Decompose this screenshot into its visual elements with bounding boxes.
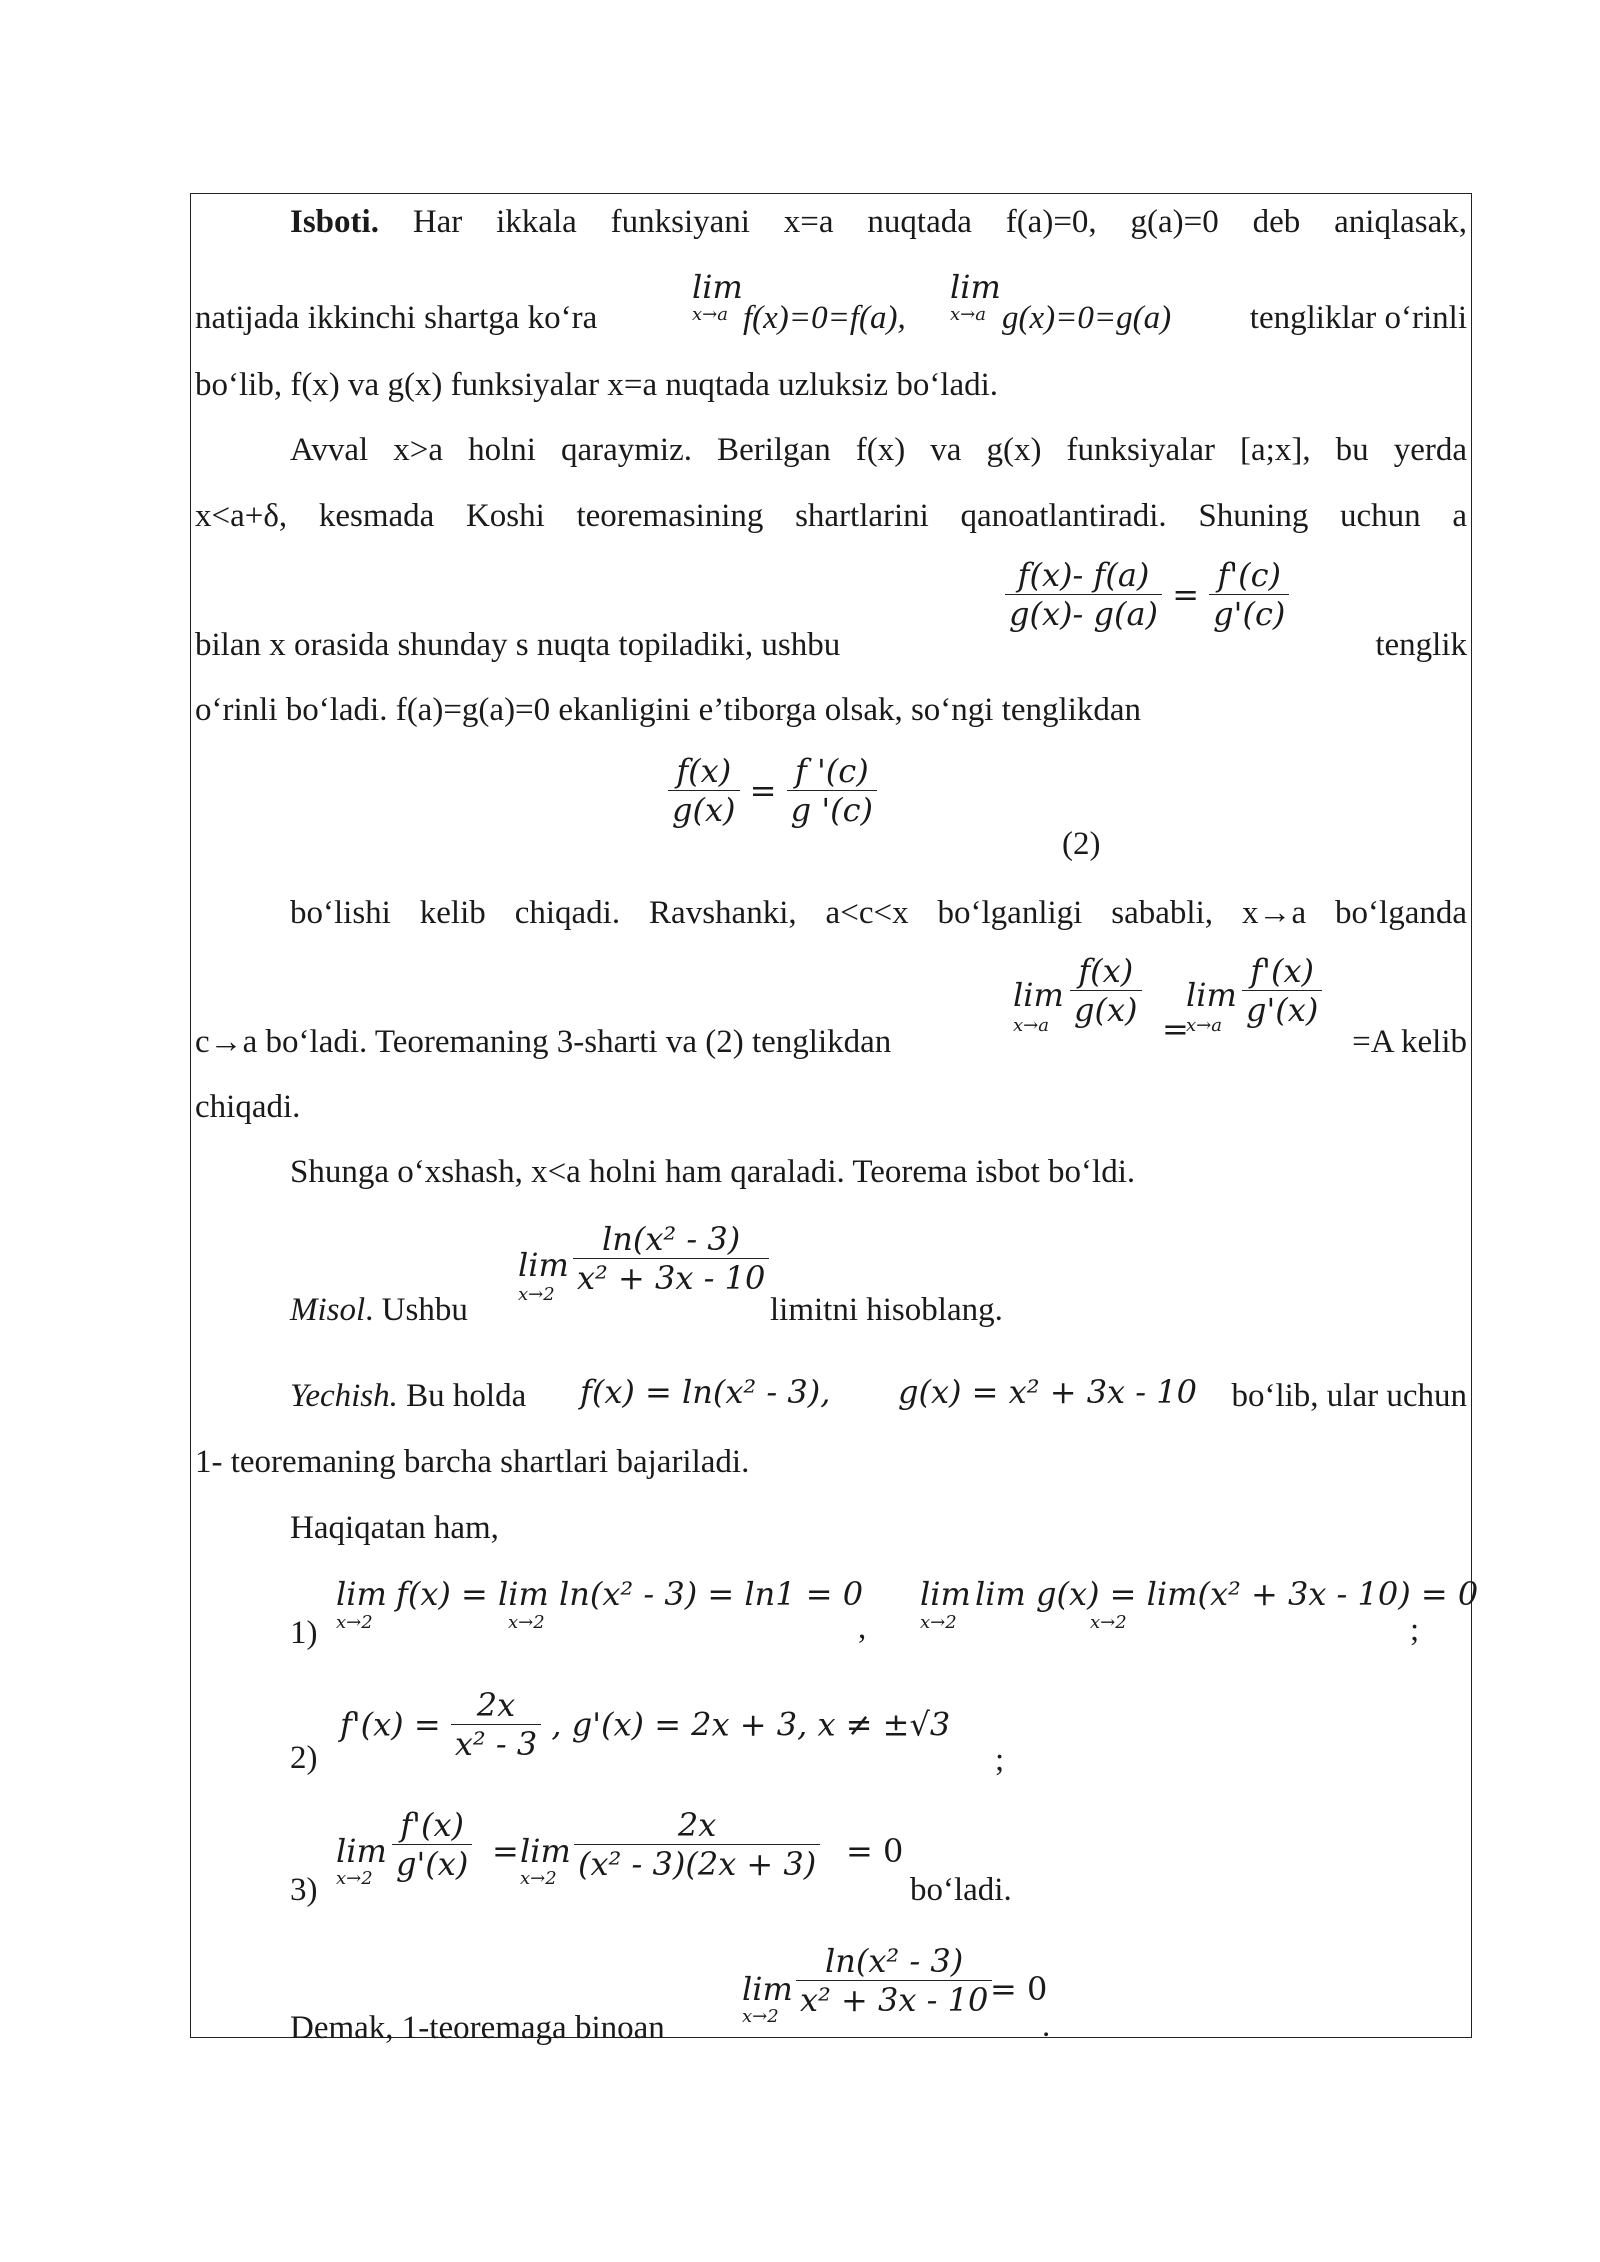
p1-line2-start: natijada ikkinchi shartga ko‘ra — [195, 300, 598, 336]
lim-expr-1: f(x)=0=f(a), — [743, 300, 906, 336]
item-3-word: bo‘ladi. — [910, 1872, 1012, 1908]
conclusion-line: Demak, 1-teoremaga binoan — [290, 2010, 665, 2046]
p3-line2-end: =A kelib — [1352, 1024, 1467, 1060]
example-label: Misol — [290, 1292, 366, 1328]
lim-sub-4: x→a — [1186, 1015, 1222, 1036]
lim-label-3: lim — [1013, 976, 1064, 1014]
p3-line2-start: c→a bo‘ladi. Teoremaning 3-sharti va (2) tenglikdan — [195, 1024, 892, 1060]
lim-label-10: lim — [336, 1832, 387, 1870]
p2-line3-end: tenglik — [1375, 627, 1467, 663]
equation-2: $\frac{f(x)}{g(x)}$ = $\frac{f '(c)}{g '(c)}$ — [668, 752, 877, 829]
item-1-expr-a: f(x) = lim ln(x² - 3) = ln1 = 0 — [396, 1575, 864, 1613]
solution-line2: 1- teoremaning barcha shartlari bajariladi. — [195, 1444, 750, 1480]
lim-sub-1: x→a — [692, 304, 728, 325]
item-2-expr: f'(x) = $\frac{2x}{\text{x² - 3}}$ , g'(x) = 2x + 3, x ≠ ±√3 — [340, 1686, 951, 1763]
lim-label-12: lim — [742, 1970, 793, 2008]
solution-f: f(x) = ln(x² - 3), — [580, 1373, 831, 1411]
conclusion-fraction: $\frac{\text{ln(x² - 3)}}{\text{x² + 3x - 10}}$ — [796, 1942, 992, 2019]
p3-line1: bo‘lishi kelib chiqadi. Ravshanki, a<c<x bo‘lganligi sababli, x→a bo‘lganda — [290, 895, 1467, 931]
lim-sub-6: x→2 — [336, 1612, 373, 1633]
lim-label-2: lim — [950, 268, 1001, 306]
equals-3: = — [492, 1832, 519, 1870]
lim-sub-12: x→2 — [742, 2006, 779, 2027]
item-2-number: 2) — [290, 1740, 318, 1776]
lim-sub-9: x→2 — [1090, 1612, 1127, 1633]
lim-label-5: lim — [518, 1246, 569, 1284]
lim-sub-5: x→2 — [518, 1284, 555, 1305]
conclusion-tail: = 0 — [990, 1970, 1048, 2008]
lim-sub-7: x→2 — [508, 1612, 545, 1633]
solution-g: g(x) = x² + 3x - 10 — [898, 1373, 1197, 1411]
conclusion-period: . — [1042, 2008, 1051, 2044]
lim-frac-left: $\frac{f(x)}{g(x)}$ — [1070, 952, 1142, 1029]
lim-label-8: lim — [920, 1575, 971, 1613]
equals-sign: = — [1162, 1010, 1189, 1048]
lim-sub-10: x→2 — [336, 1868, 373, 1889]
cauchy-equation: $\frac{f(x)- f(a)}{g(x)- g(a)}$ = $\frac{f'(c)}{g'(c)}$ — [1005, 556, 1289, 633]
p2-line3 — [195, 625, 1467, 665]
example-fraction: $\frac{\text{ln(x² - 3)}}{\text{x² + 3x - 10}}$ — [573, 1220, 769, 1297]
example-line: Misol. Ushbu limitni hisoblang. — [290, 1292, 1003, 1328]
lim-label-6: lim — [336, 1575, 387, 1613]
item-3-frac-2: $\frac{2x}{\text{(x² - 3)(2x + 3)}}$ — [574, 1806, 820, 1883]
semicolon-1: ; — [1410, 1612, 1420, 1648]
example-tail: limitni hisoblang. — [770, 1292, 1003, 1328]
p4: Shunga o‘xshash, x<a holni ham qaraladi. Teorema isbot bo‘ldi. — [290, 1154, 1136, 1190]
item-1-expr-b: lim g(x) = lim(x² + 3x - 10) = 0 — [975, 1575, 1479, 1613]
solution-line: Yechish. Bu holda f(x) = ln(x² - 3), g(x) = x² + 3x - 10 bo‘lib, ular uchun — [290, 1373, 1467, 1414]
item-3-tail: = 0 — [846, 1832, 904, 1870]
p1-line1-text: Har ikkala funksiyani x=a nuqtada f(a)=0, g(a)=0 deb aniqlasak, — [412, 204, 1467, 240]
p2-line1: Avval x>a holni qaraymiz. Berilgan f(x) va g(x) funksiyalar [a;x], bu yerda — [290, 432, 1467, 468]
p2-line3-start: bilan x orasida shunday s nuqta topiladiki, ushbu — [195, 627, 841, 663]
item-1-number: 1) — [290, 1615, 318, 1651]
lim-sub-3: x→a — [1013, 1015, 1049, 1036]
item-3-number: 3) — [290, 1872, 318, 1908]
p2-line4: o‘rinli bo‘ladi. f(a)=g(a)=0 ekanligini e’tiborga olsak, so‘ngi tenglikdan — [195, 692, 1142, 728]
solution-label: Yechish. — [290, 1378, 398, 1414]
semicolon-2: ; — [995, 1742, 1005, 1778]
lim-sub-8: x→2 — [920, 1612, 957, 1633]
p1-line1 — [290, 202, 1467, 242]
item-3-frac-1: $\frac{f'(x)}{g'(x)}$ — [392, 1806, 472, 1883]
lim-label-4: lim — [1186, 976, 1237, 1014]
lim-frac-right: $\frac{f'(x)}{g'(x)}$ — [1242, 952, 1322, 1029]
p2-line2: x<a+δ, kesmada Koshi teoremasining shartlarini qanoatlantiradi. Shuning uchun a — [195, 498, 1467, 534]
proof-label: Isboti. — [290, 204, 379, 240]
p1-line3: bo‘lib, f(x) va g(x) funksiyalar x=a nuqtada uzluksiz bo‘ladi. — [195, 367, 999, 403]
p1-line2 — [195, 298, 1467, 338]
lim-sub-2: x→a — [950, 304, 986, 325]
lim-expr-2: g(x)=0=g(a) — [1002, 300, 1172, 336]
p3-line3: chiqadi. — [195, 1089, 301, 1125]
lim-label-1: lim — [692, 268, 743, 306]
lim-label-11: lim — [520, 1832, 571, 1870]
equation-2-label: (2) — [1062, 826, 1101, 862]
solution-tail: bo‘lib, ular uchun — [1231, 1378, 1467, 1414]
lim-sub-11: x→2 — [520, 1868, 557, 1889]
indeed-line: Haqiqatan ham, — [290, 1510, 499, 1546]
p1-line2-end: tengliklar o‘rinli — [1249, 300, 1467, 336]
comma-1: , — [858, 1610, 867, 1646]
p3-line2 — [195, 1022, 1467, 1062]
